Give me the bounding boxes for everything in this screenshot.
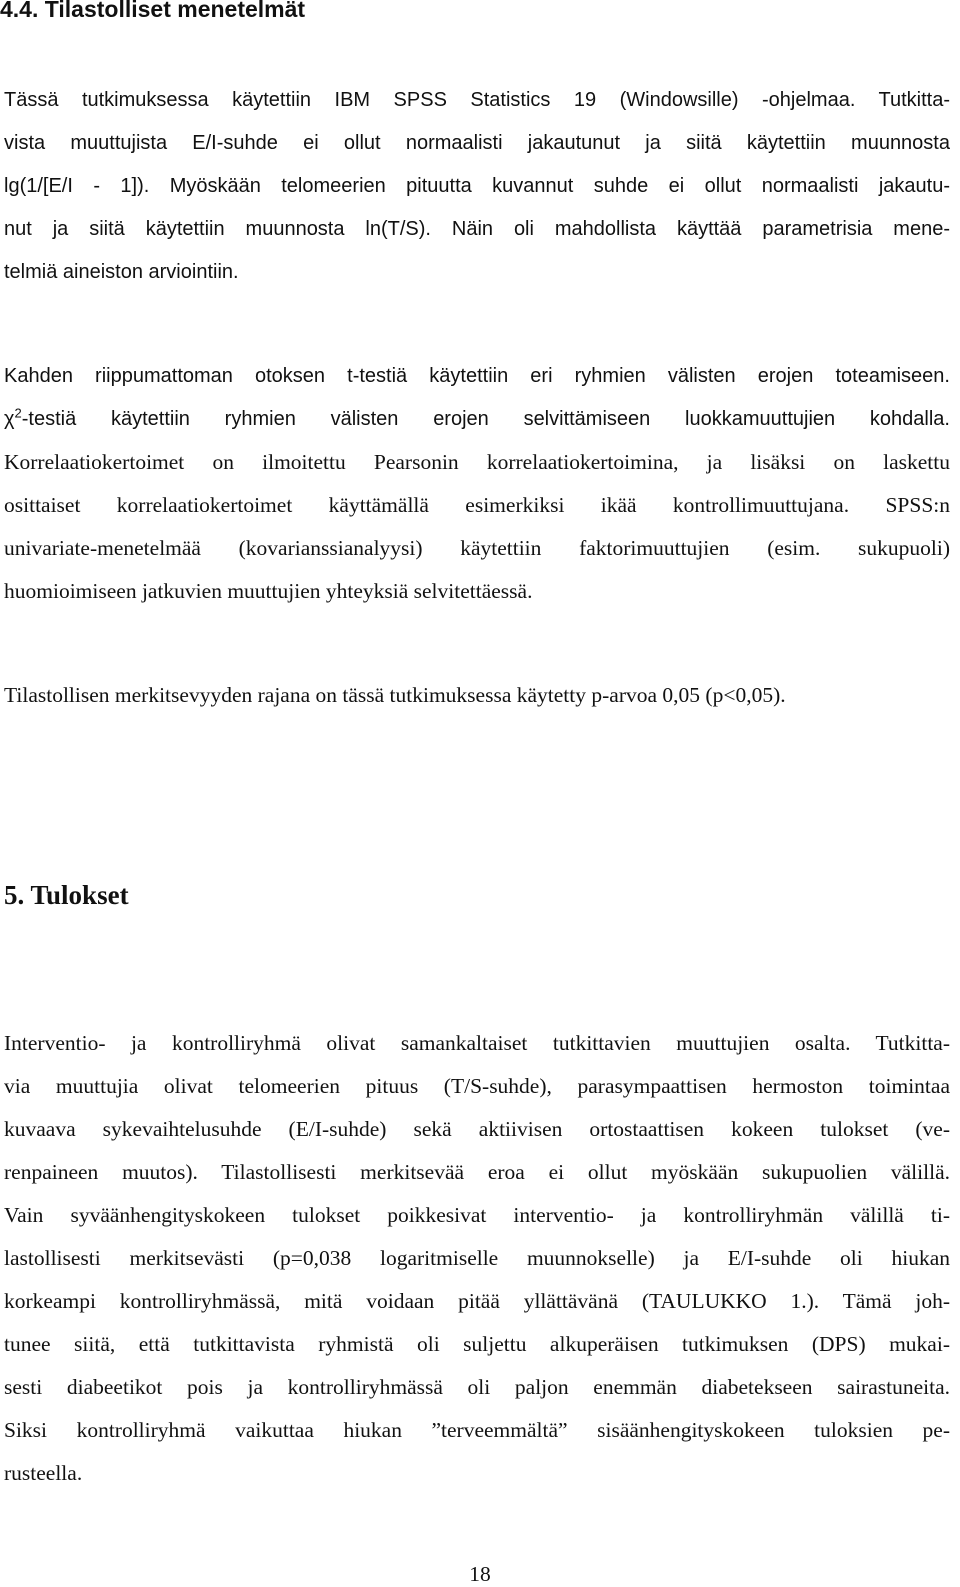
- section-heading-results: 5. Tulokset: [4, 880, 129, 910]
- text-line: Kahden riippumattoman otoksen t-testiä käytettiin eri ryhmien välisten erojen toteamiseen.: [4, 365, 950, 387]
- text-line: Vain syväänhengityskokeen tulokset poikkesivat interventio- ja kontrolliryhmän välillä ti-: [4, 1203, 950, 1227]
- text-line: Tässä tutkimuksessa käytettiin IBM SPSS Statistics 19 (Windowsille) -ohjelmaa. Tutkitta-: [4, 89, 950, 111]
- text-line: osittaiset korrelaatiokertoimet käyttämällä esimerkiksi ikää kontrollimuuttujana. SPSS:n: [4, 493, 950, 517]
- text-line: Interventio- ja kontrolliryhmä olivat samankaltaiset tutkittavien muuttujien osalta. Tutkitta-: [4, 1031, 950, 1055]
- chi-symbol: χ: [4, 408, 15, 430]
- text-line: Tilastollisen merkitsevyyden rajana on tässä tutkimuksessa käytetty p-arvoa 0,05 (p<0,05).: [4, 683, 786, 707]
- text-line-chi-square: [4, 399, 950, 439]
- text-line: lastollisesti merkitsevästi (p=0,038 logaritmiselle muunnokselle) ja E/I-suhde oli hiukan: [4, 1246, 950, 1270]
- text-line: Siksi kontrolliryhmä vaikuttaa hiukan ”terveemmältä” sisäänhengityskokeen tuloksien pe-: [4, 1418, 950, 1442]
- text-line: nut ja siitä käytettiin muunnosta ln(T/S). Näin oli mahdollista käyttää parametrisia mene-: [4, 218, 950, 240]
- text-line: kuvaava sykevaihtelusuhde (E/I-suhde) sekä aktiivisen ortostaattisen kokeen tulokset (ve-: [4, 1117, 950, 1141]
- text-line: Korrelaatiokertoimet on ilmoitettu Pearsonin korrelaatiokertoimina, ja lisäksi on laskettu: [4, 450, 950, 474]
- text-line: sesti diabeetikot pois ja kontrolliryhmässä oli paljon enemmän diabetekseen sairastuneita.: [4, 1375, 950, 1399]
- text-line: via muuttujia olivat telomeerien pituus (T/S-suhde), parasympaattisen hermoston toimintaa: [4, 1074, 950, 1098]
- text-line: lg(1/[E/I - 1]). Myöskään telomeerien pituutta kuvannut suhde ei ollut normaalisti jakautu-: [4, 175, 950, 197]
- text-line: renpaineen muutos). Tilastollisesti merkitsevää eroa ei ollut myöskään sukupuolien välillä.: [4, 1160, 950, 1184]
- section-heading-statistical-methods: 4.4. Tilastolliset menetelmät: [0, 0, 306, 22]
- page-number: 18: [469, 1562, 491, 1586]
- text-line: univariate-menetelmää (kovarianssianalyysi) käytettiin faktorimuuttujien (esim. sukupuoli): [4, 536, 950, 560]
- text-line: rusteella.: [4, 1461, 83, 1485]
- chi-line-text: -testiä käytettiin ryhmien välisten erojen selvittämiseen luokkamuuttujien kohdalla.: [21, 408, 950, 430]
- text-line: telmiä aineiston arviointiin.: [4, 261, 239, 283]
- text-line: huomioimiseen jatkuvien muuttujien yhteyksiä selvitettäessä.: [4, 579, 533, 603]
- chi-exponent: 2: [14, 405, 22, 421]
- text-line: tunee siitä, että tutkittavista ryhmistä oli suljettu alkuperäisen tutkimuksen (DPS) mukai-: [4, 1332, 950, 1356]
- text-line: korkeampi kontrolliryhmässä, mitä voidaan pitää yllättävänä (TAULUKKO 1.). Tämä joh-: [4, 1289, 950, 1313]
- text-line: vista muuttujista E/I-suhde ei ollut normaalisti jakautunut ja siitä käytettiin muunnosta: [4, 132, 950, 154]
